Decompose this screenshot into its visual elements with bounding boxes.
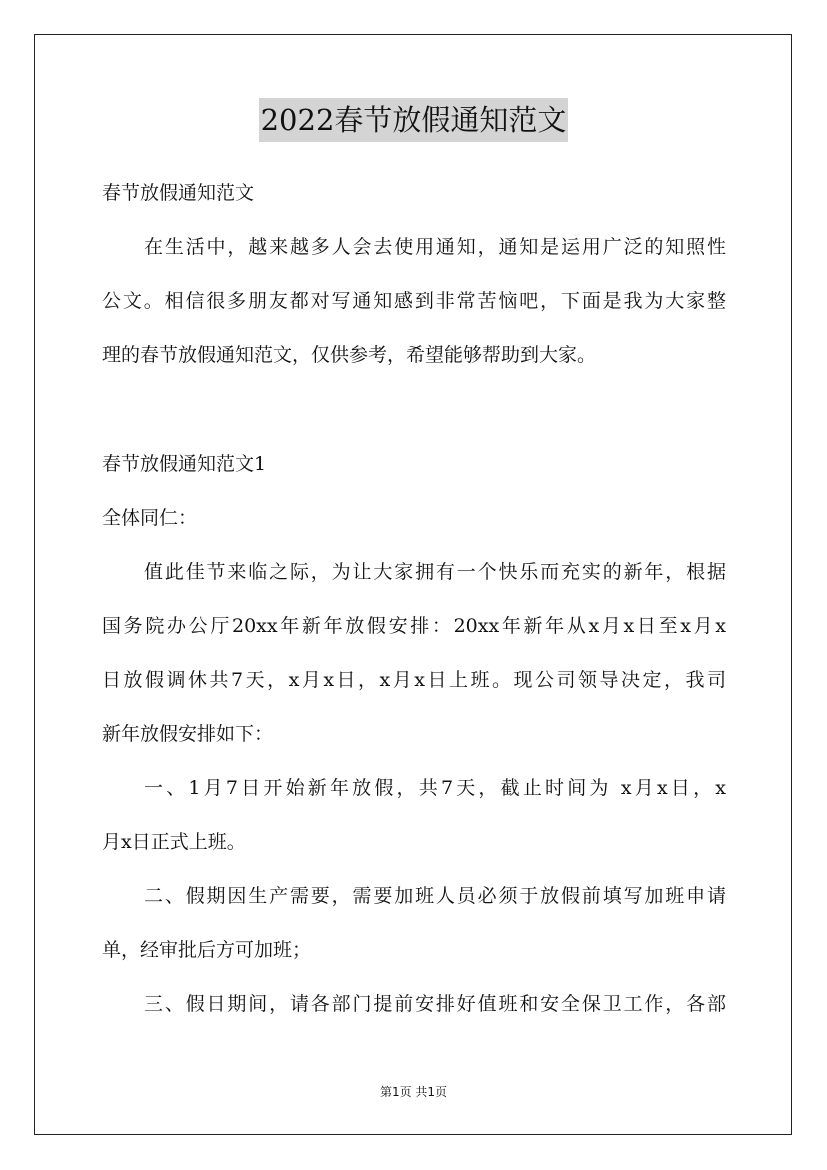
paragraph-line: 在生活中，越来越多人会去使用通知，通知是运用广泛的知照性 bbox=[144, 236, 726, 258]
paragraph-line: 日放假调休共7天，x月x日，x月x日上班。现公司领导决定，我司 bbox=[102, 669, 726, 691]
paragraph-line: 公文。相信很多朋友都对写通知感到非常苦恼吧，下面是我为大家整 bbox=[102, 290, 726, 312]
paragraph-line: 理的春节放假通知范文，仅供参考，希望能够帮助到大家。 bbox=[102, 344, 597, 366]
section-heading: 春节放假通知范文1 bbox=[102, 453, 267, 475]
salutation: 全体同仁： bbox=[102, 507, 198, 529]
page-footer: 第1页 共1页 bbox=[379, 1085, 448, 1099]
list-item-line: 二、假期因生产需要，需要加班人员必须于放假前填写加班申请 bbox=[144, 885, 726, 907]
list-item-line: 月x日正式上班。 bbox=[102, 831, 246, 853]
list-item-line: 单，经审批后方可加班； bbox=[102, 939, 312, 961]
title-container bbox=[0, 98, 827, 142]
document-title: 2022春节放假通知范文 bbox=[259, 98, 569, 142]
paragraph-line: 新年放假安排如下： bbox=[102, 723, 274, 745]
list-item-line: 三、假日期间，请各部门提前安排好值班和安全保卫工作，各部 bbox=[144, 993, 726, 1015]
list-item-line: 一、1月7日开始新年放假，共7天，截止时间为 x月x日，x bbox=[144, 777, 726, 799]
paragraph-line: 值此佳节来临之际，为让大家拥有一个快乐而充实的新年，根据 bbox=[144, 561, 726, 583]
paragraph-line: 国务院办公厅20xx年新年放假安排：20xx年新年从x月x日至x月x bbox=[102, 615, 726, 637]
section-heading: 春节放假通知范文 bbox=[102, 182, 255, 204]
